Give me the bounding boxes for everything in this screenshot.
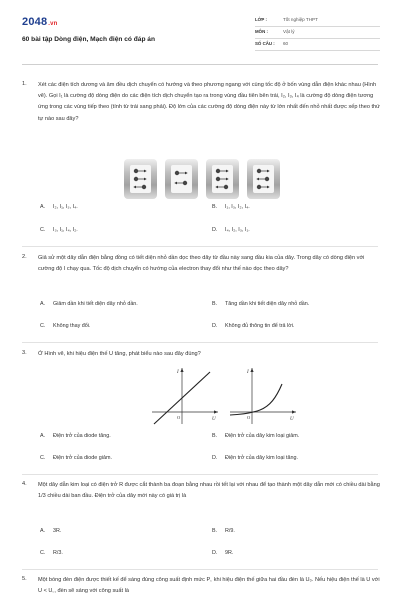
meta-table [255, 15, 380, 51]
meta-key: MÔN : [255, 29, 268, 35]
region-1 [124, 159, 157, 199]
header-divider [22, 64, 378, 65]
iu-graph-linear [148, 366, 220, 426]
axis-label-i: I [247, 370, 249, 375]
option-letter: C. [40, 227, 46, 233]
option-text: Không đủ thông tin để trả lời. [225, 323, 295, 329]
conductor-regions-figure [124, 159, 280, 199]
option-d[interactable] [212, 322, 294, 330]
question-divider [22, 246, 378, 247]
option-letter: C. [40, 550, 46, 556]
option-text: R/3. [53, 550, 63, 556]
option-text: Giảm dần khi tiết diện dây nhỏ dần. [53, 301, 138, 307]
axis-label-u: U [212, 417, 216, 422]
question-number: 1. [22, 81, 27, 87]
option-b[interactable] [212, 300, 309, 308]
question-divider [22, 474, 378, 475]
option-c[interactable] [40, 322, 90, 330]
meta-row-subject [255, 27, 380, 39]
option-a[interactable] [40, 300, 138, 308]
logo-tld: .vn [48, 21, 58, 27]
meta-value: 60 [283, 41, 289, 47]
site-logo[interactable] [22, 14, 58, 31]
option-c[interactable] [40, 454, 112, 462]
question-number: 2. [22, 254, 27, 260]
question-text: Ở Hình vẽ, khi hiệu điện thế U tăng, phát biểu nào sau đây đúng? [38, 351, 201, 357]
question-number: 3. [22, 350, 27, 356]
option-a[interactable] [40, 527, 61, 535]
option-text: Điện trở của diode giảm. [53, 455, 112, 461]
option-text: 9R. [225, 550, 234, 556]
meta-value: Vật lý [283, 29, 295, 35]
option-letter: B. [212, 204, 218, 210]
question-text: Xét các điện tích dương và âm đều dịch chuyển có hướng và theo phương ngang với cùng tốc độ ở bốn vùng dẫn điện khác nhau (Hình vẽ). Gọi I₁ là cường độ dòng điện do các điện tích dịch chuyển tạo ra trong vùng đầu tiên bên trái, I₂, I₃, I₄ là cường độ dòng điện tương ứng trong các vùng tiếp theo (tính từ trái sang phải). Độ lớn của các cường độ dòng điện này từ lớn nhất đến nhỏ nhất được xếp theo thứ tự nào sau đây? [38, 82, 380, 122]
question-divider [22, 569, 378, 570]
option-a[interactable] [40, 432, 111, 440]
option-letter: C. [40, 323, 46, 329]
option-text: I₄, I₂, I₃, I₁. [225, 227, 250, 233]
option-text: Không thay đổi. [53, 323, 91, 329]
conductor-regions-svg [124, 159, 280, 199]
option-letter: D. [212, 550, 218, 556]
option-a[interactable] [40, 203, 78, 211]
iu-graph-linear-svg [148, 366, 220, 426]
option-text: R/9. [225, 528, 235, 534]
option-d[interactable] [212, 549, 233, 557]
meta-row-count [255, 39, 380, 51]
option-text: I₃, I₁, I₄, I₂. [53, 227, 78, 233]
axis-label-i: I [177, 370, 179, 375]
meta-value: Tốt nghiệp THPT [283, 17, 318, 23]
option-text: I₁, I₃, I₂, I₄. [225, 204, 250, 210]
option-c[interactable] [40, 226, 78, 234]
question-number: 5. [22, 576, 27, 582]
option-b[interactable] [212, 203, 250, 211]
region-2 [165, 159, 198, 199]
meta-key: LỚP : [255, 17, 267, 23]
axis-label-u: U [290, 417, 294, 422]
option-letter: A. [40, 433, 46, 439]
option-text: Điện trở của diode tăng. [53, 433, 111, 439]
question-5 [22, 575, 382, 600]
option-letter: D. [212, 227, 218, 233]
question-4 [22, 480, 382, 516]
option-letter: B. [212, 301, 218, 307]
question-1 [22, 80, 382, 140]
question-text: Giả sử một dây dẫn điện bằng đồng có tiết diện nhỏ dần dọc theo dây từ đầu này sang đầu kia của dây. Trong dây có dòng điện với cường độ I chạy qua. Tốc độ dịch chuyển có hướng của electron thay đổi như thế nào dọc theo dây? [38, 255, 365, 273]
option-letter: B. [212, 528, 218, 534]
option-text: I₂, I₁, I₃, I₄. [53, 204, 78, 210]
option-letter: A. [40, 528, 46, 534]
question-number: 4. [22, 481, 27, 487]
option-letter: D. [212, 323, 218, 329]
option-d[interactable] [212, 454, 298, 462]
iu-curve [230, 384, 282, 415]
option-text: Điện trở của dây kim loại giảm. [225, 433, 300, 439]
origin-label: O [247, 415, 251, 420]
option-b[interactable] [212, 432, 299, 440]
option-text: Tăng dần khi tiết diện dây nhỏ dần. [225, 301, 310, 307]
question-2 [22, 253, 382, 289]
region-4 [247, 159, 280, 199]
option-letter: B. [212, 433, 218, 439]
option-c[interactable] [40, 549, 63, 557]
option-d[interactable] [212, 226, 250, 234]
question-3 [22, 349, 382, 361]
iu-graph-diode [226, 366, 298, 426]
page-title: 60 bài tập Dòng điện, Mạch điện có đáp án [22, 36, 155, 43]
option-letter: A. [40, 204, 46, 210]
document-header [0, 0, 400, 72]
option-text: 3R. [53, 528, 62, 534]
logo-text: 2048 [22, 16, 48, 28]
option-letter: C. [40, 455, 46, 461]
option-text: Điện trở của dây kim loại tăng. [225, 455, 299, 461]
region-3 [206, 159, 239, 199]
question-text: Một dây dẫn kim loại có điện trở R được cắt thành ba đoạn bằng nhau rồi tết lại với nhau để tạo thành một dây dẫn mới có chiều dài bằng 1/3 chiều dài ban đầu. Điện trở của dây mới này có giá trị là [38, 482, 380, 500]
option-b[interactable] [212, 527, 235, 535]
meta-key: SỐ CÂU : [255, 41, 275, 47]
option-letter: D. [212, 455, 218, 461]
question-divider [22, 342, 378, 343]
option-letter: A. [40, 301, 46, 307]
meta-row-class [255, 15, 380, 27]
iu-graph-diode-svg [226, 366, 298, 426]
question-text: Một bóng đèn điện được thiết kế để sáng đúng công suất định mức P꜀ khi hiệu điện thế giữa hai đầu đèn là U₀. Nếu hiệu điện thế là U với U < U꜀, đèn sẽ sáng với công suất là [38, 577, 380, 595]
origin-label: O [177, 415, 181, 420]
